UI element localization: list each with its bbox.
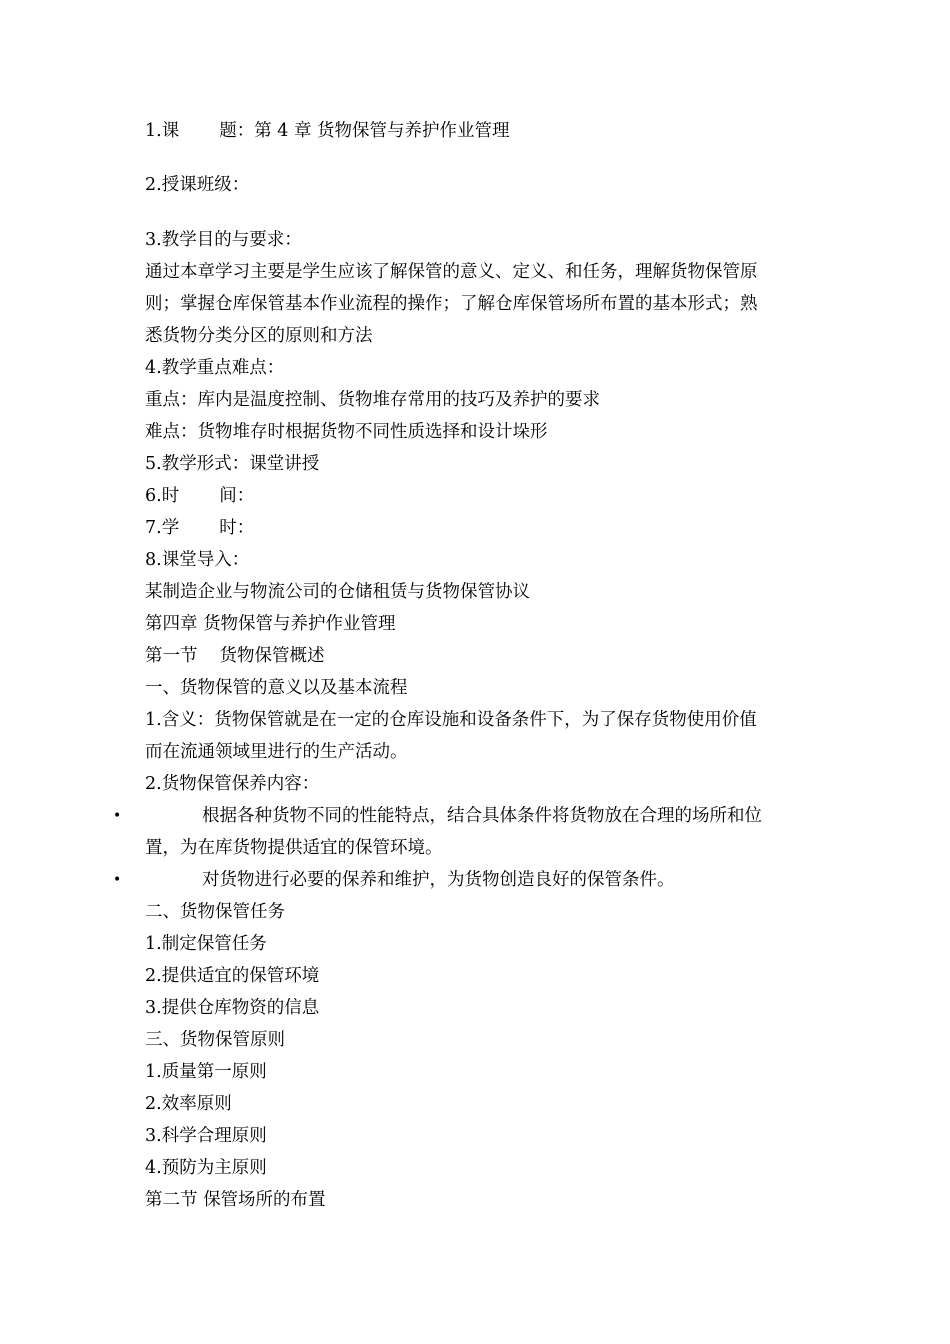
goals-paragraph-line-2: 则；掌握仓库保管基本作业流程的操作；了解仓库保管场所布置的基本形式；熟: [145, 294, 758, 314]
part-3-heading: 三、货物保管原则: [145, 1030, 285, 1050]
principle-2: 2.效率原则: [145, 1094, 232, 1114]
intro-text: 某制造企业与物流公司的仓储租赁与货物保管协议: [145, 582, 530, 602]
principle-1: 1.质量第一原则: [145, 1062, 267, 1082]
topic-value: 第 4 章 货物保管与养护作业管理: [254, 121, 510, 141]
goals-paragraph-line-3: 悉货物分类分区的原则和方法: [145, 326, 373, 346]
topic-label-b: 题：: [219, 121, 255, 141]
definition-line-1: 1.含义：货物保管就是在一定的仓库设施和设备条件下，为了保存货物使用价值: [145, 710, 757, 730]
key-heading: 4.教学重点难点：: [145, 358, 285, 378]
time-label-b: 间：: [219, 486, 255, 506]
topic-label-a: 1.课: [145, 121, 180, 141]
intro-heading: 8.课堂导入：: [145, 550, 250, 570]
time-label-a: 6.时: [145, 486, 180, 506]
hours-label-b: 时：: [219, 518, 255, 538]
principle-3: 3.科学合理原则: [145, 1126, 267, 1146]
section-1-title: [145, 644, 325, 668]
bullet-marker-2: •: [113, 872, 122, 888]
section-2-title: 第二节 保管场所的布置: [145, 1190, 326, 1210]
section-1-name: 货物保管概述: [219, 646, 325, 666]
goals-paragraph-line-1: 通过本章学习主要是学生应该了解保管的意义、定义、和任务，理解货物保管原: [145, 262, 758, 282]
bullet-2-line-1: 对货物进行必要的保养和维护，为货物创造良好的保管条件。: [202, 870, 675, 890]
task-2: 2.提供适宜的保管环境: [145, 966, 320, 986]
difficult-point: 难点：货物堆存时根据货物不同性质选择和设计垛形: [145, 422, 548, 442]
hours-label-a: 7.学: [145, 518, 180, 538]
teaching-form: 5.教学形式：课堂讲授: [145, 454, 320, 474]
time-line: [145, 484, 254, 508]
section-1-number: 第一节: [145, 646, 198, 666]
task-3: 3.提供仓库物资的信息: [145, 998, 320, 1018]
principle-4: 4.预防为主原则: [145, 1158, 267, 1178]
key-point: 重点：库内是温度控制、货物堆存常用的技巧及养护的要求: [145, 390, 600, 410]
topic-line: [145, 119, 510, 143]
part-1-heading: 一、货物保管的意义以及基本流程: [145, 678, 408, 698]
hours-line: [145, 516, 254, 540]
goals-heading: 3.教学目的与要求：: [145, 230, 302, 250]
part-2-heading: 二、货物保管任务: [145, 902, 285, 922]
definition-line-2: 而在流通领域里进行的生产活动。: [145, 742, 408, 762]
class-label: 2.授课班级：: [145, 175, 250, 195]
bullet-1-line-1: 根据各种货物不同的性能特点，结合具体条件将货物放在合理的场所和位: [202, 806, 762, 826]
bullet-marker-1: •: [113, 808, 122, 824]
content-heading: 2.货物保管保养内容：: [145, 774, 320, 794]
task-1: 1.制定保管任务: [145, 934, 267, 954]
chapter-title: 第四章 货物保管与养护作业管理: [145, 614, 396, 634]
bullet-1-line-2: 置，为在库货物提供适宜的保管环境。: [145, 838, 443, 858]
